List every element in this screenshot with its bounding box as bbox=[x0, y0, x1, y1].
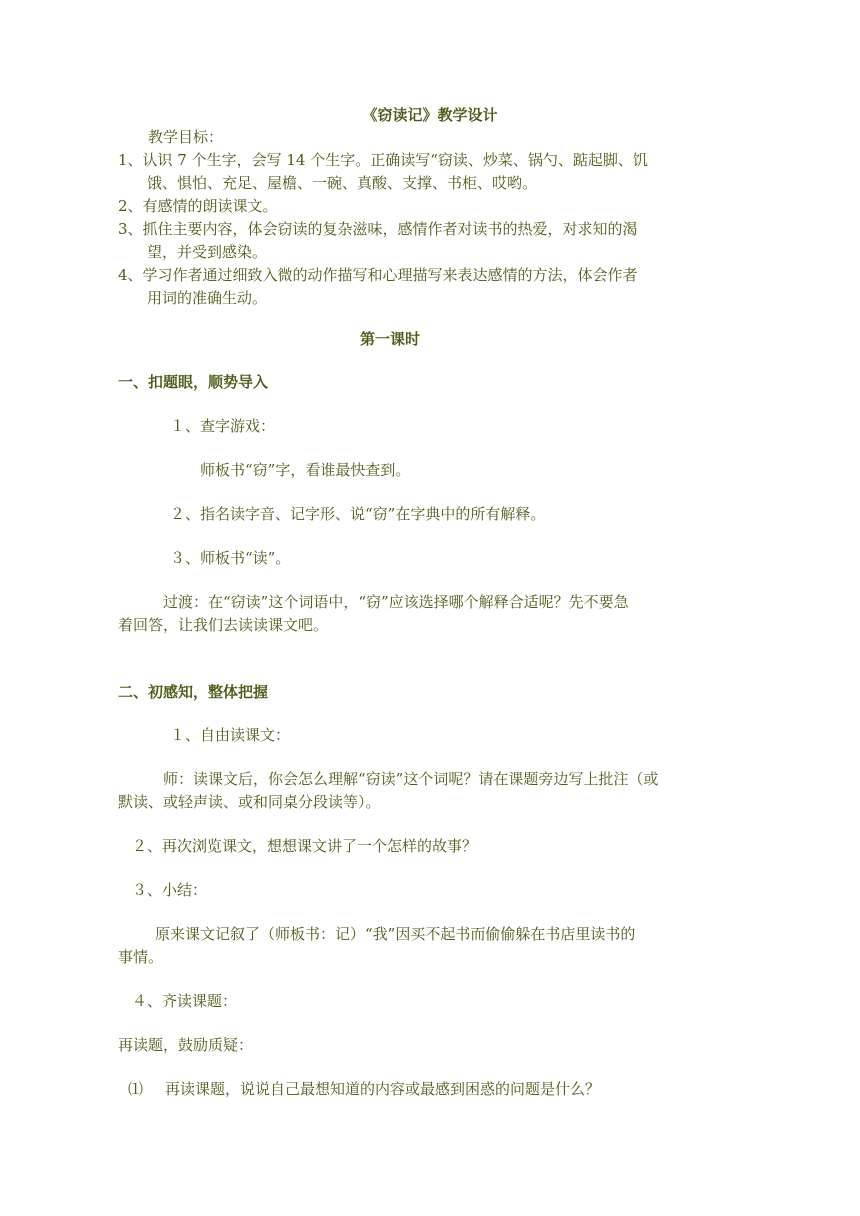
section-1-heading: 一、扣题眼，顺势导入 bbox=[118, 373, 269, 391]
section-2-question-1: 再读课题，说说自己最想知道的内容或最感到困惑的问题是什么？ bbox=[165, 1080, 601, 1098]
section-1-transition-line-2: 着回答，让我们去读读课文吧。 bbox=[118, 616, 329, 634]
section-1-step-3: ３、师板书“读”。 bbox=[170, 549, 291, 567]
section-1-step-1-detail: 师板书“窃”字，看谁最快查到。 bbox=[200, 461, 411, 479]
section-2-step-2: ２、再次浏览课文，想想课文讲了一个怎样的故事？ bbox=[132, 837, 478, 855]
section-2-question-1-number: ⑴ bbox=[128, 1080, 144, 1098]
section-1-step-1: １、查字游戏： bbox=[170, 417, 276, 435]
goal-4-line-2: 用词的准确生动。 bbox=[147, 289, 268, 307]
section-2-step-3: ３、小结： bbox=[132, 881, 208, 899]
section-2-step-4: ４、齐读课题： bbox=[132, 992, 238, 1010]
section-2-heading: 二、初感知，整体把握 bbox=[118, 683, 269, 701]
section-2-reread: 再读题，鼓励质疑： bbox=[118, 1036, 254, 1054]
goal-1-line-1: 1、认识 7 个生字，会写 14 个生字。正确读写“窃读、炒菜、锅勺、踮起脚、饥 bbox=[118, 151, 648, 169]
document-title: 《窃读记》教学设计 bbox=[362, 106, 498, 124]
goal-1-line-2: 饿、惧怕、充足、屋檐、一碗、真酸、支撑、书柜、哎哟。 bbox=[147, 174, 538, 192]
goal-3-line-1: 3、抓住主要内容，体会窃读的复杂滋味，感情作者对读书的热爱，对求知的渴 bbox=[118, 220, 638, 238]
section-2-teacher-line-2: 默读、或轻声读、或和同桌分段读等）。 bbox=[118, 793, 381, 811]
section-1-transition-line-1: 过渡：在“窃读”这个词语中，“窃”应该选择哪个解释合适呢？先不要急 bbox=[163, 593, 629, 611]
section-2-summary-line-1: 原来课文记叙了（师板书：记）“我”因买不起书而偷偷躲在书店里读书的 bbox=[155, 925, 636, 943]
section-2-summary-line-2: 事情。 bbox=[118, 948, 164, 966]
section-2-step-1: １、自由读课文： bbox=[170, 726, 291, 744]
goal-2: 2、有感情的朗读课文。 bbox=[118, 197, 278, 215]
section-1-step-2: ２、指名读字音、记字形、说“窃”在字典中的所有解释。 bbox=[170, 505, 546, 523]
section-2-teacher-line-1: 师：读课文后，你会怎么理解“窃读”这个词呢？请在课题旁边写上批注（或 bbox=[163, 770, 659, 788]
goals-label: 教学目标： bbox=[148, 128, 224, 146]
lesson-title: 第一课时 bbox=[359, 330, 420, 348]
goal-4-line-1: 4、学习作者通过细致入微的动作描写和心理描写来表达感情的方法，体会作者 bbox=[118, 266, 638, 284]
goal-3-line-2: 望，并受到感染。 bbox=[147, 243, 268, 261]
